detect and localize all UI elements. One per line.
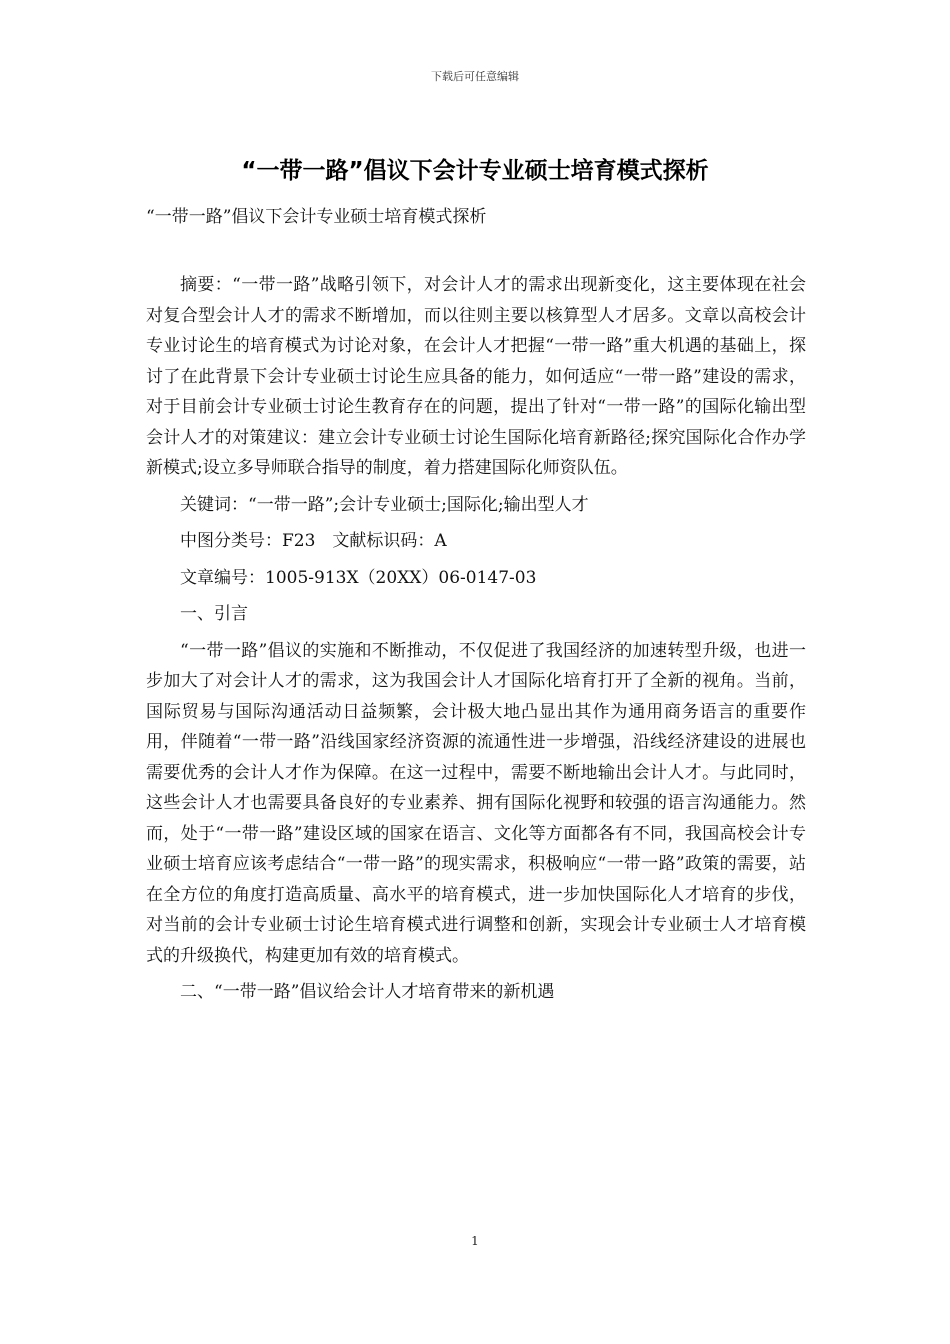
classification-line: 中图分类号：F23 文献标识码：A [180,531,447,551]
introduction-paragraph: “一带一路”倡议的实施和不断推动，不仅促进了我国经济的加速转型升级，也进一步加大了对会计人才的需求，这为我国会计人才国际化培育打开了全新的视角。当前，国际贸易与国际沟通活动日益频繁，会计极大地凸显出其作为通用商务语言的重要作用，伴随着“一带一路”沿线国家经济资源的流通性进一步增强，沿线经济建设的进展也需要优秀的会计人才作为保障。在这一过程中，需要不断地输出会计人才。与此同时，这些会计人才也需要具备良好的专业素养、拥有国际化视野和较强的语言沟通能力。然而，处于“一带一路”建设区域的国家在语言、文化等方面都各有不同，我国高校会计专业硕士培育应该考虑结合“一带一路”的现实需求，积极响应“一带一路”政策的需要，站在全方位的角度打造高质量、高水平的培育模式，进一步加快国际化人才培育的步伐，对当前的会计专业硕士讨论生培育模式进行调整和创新，实现会计专业硕士人才培育模式的升级换代，构建更加有效的培育模式。 [146,640,806,966]
article-number-line: 文章编号：1005-913X（20XX）06-0147-03 [180,567,537,588]
page-header-note: 下载后可任意编辑 [431,70,519,83]
section-heading-opportunities: 二、“一带一路”倡议给会计人才培育带来的新机遇 [180,982,555,1002]
document-subtitle: “一带一路”倡议下会计专业硕士培育模式探析 [146,207,487,227]
document-body [146,270,806,1014]
abstract-paragraph: 摘要：“一带一路”战略引领下，对会计人才的需求出现新变化，这主要体现在社会对复合型会计人才的需求不断增加，而以往则主要以核算型人才居多。文章以高校会计专业讨论生的培育模式为讨论对象，在会计人才把握“一带一路”重大机遇的基础上，探讨了在此背景下会计专业硕士讨论生应具备的能力，如何适应“一带一路”建设的需求，对于目前会计专业硕士讨论生教育存在的问题，提出了针对“一带一路”的国际化输出型会计人才的对策建议：建立会计专业硕士讨论生国际化培育新路径;探究国际化合作办学新模式;设立多导师联合指导的制度，着力搭建国际化师资队伍。 [146,275,806,478]
page-number: 1 [471,1234,479,1248]
document-title: “一带一路”倡议下会计专业硕士培育模式探析 [241,158,709,184]
section-heading-introduction: 一、引言 [180,604,248,624]
keywords-line: 关键词：“一带一路”;会计专业硕士;国际化;输出型人才 [180,494,589,515]
